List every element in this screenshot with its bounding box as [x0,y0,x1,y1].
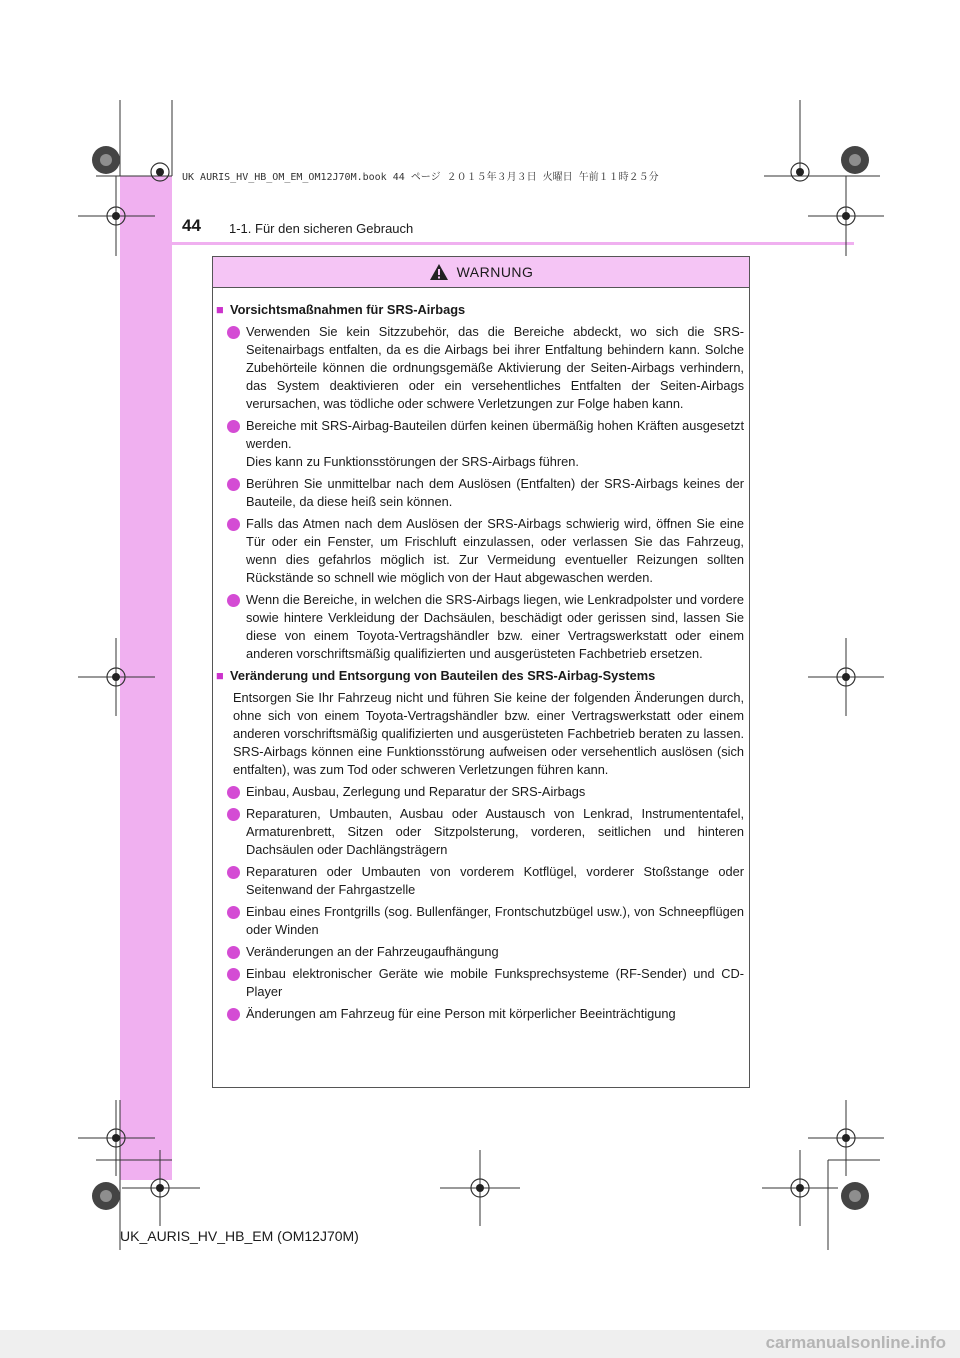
section-heading: ■ Veränderung und Entsorgung von Bauteilen des SRS-Airbag-Systems [216,668,656,683]
bullet-icon [227,808,240,821]
list-item: Reparaturen, Umbauten, Ausbau oder Austausch von Lenkrad, Instrumententafel, Armaturenbrett, Sitzen oder Sitzpolsterung, vorderen, seitlichen und hinteren Dachsäulen oder Dachlängsträgern [216,805,744,859]
bullet-icon [227,518,240,531]
list-item: Reparaturen oder Umbauten von vorderem Kotflügel, vorderer Stoßstange oder Seitenwand der Fahrgastzelle [216,863,744,899]
square-bullet-icon: ■ [216,302,224,317]
bullet-icon [227,906,240,919]
bullet-icon [227,326,240,339]
list-item: Änderungen am Fahrzeug für eine Person mit körperlicher Beeinträchtigung [216,1005,744,1023]
file-stamp: UK AURIS_HV_HB_OM_EM_OM12J70M.book 44 ページ ２０１５年３月３日 火曜日 午前１１時２５分 [182,172,659,183]
warning-header [213,257,749,288]
bullet-icon [227,968,240,981]
section-title: 1-1. Für den sicheren Gebrauch [229,221,414,236]
bullet-icon [227,478,240,491]
bullet-icon [227,866,240,879]
bullet-icon [227,786,240,799]
watermark-text: carmanualsonline.info [765,1333,946,1352]
header-rule [120,242,854,245]
bullet-icon [227,1008,240,1021]
bullet-icon [227,594,240,607]
watermark-bar [0,1330,960,1358]
section-heading: ■ Vorsichtsmaßnahmen für SRS-Airbags [216,302,466,317]
list-item: Bereiche mit SRS-Airbag-Bauteilen dürfen keinen übermäßig hohen Kräften ausgesetzt werden. Dies kann zu Funktionsstörungen der SRS-Airbags führen. [216,417,744,471]
list-item: Berühren Sie unmittelbar nach dem Auslösen (Entfalten) der SRS-Airbags keines der Bauteile, da diese heiß sein können. [216,475,744,511]
square-bullet-icon: ■ [216,668,224,683]
list-item: Veränderungen an der Fahrzeugaufhängung [216,943,744,961]
document-code: UK_AURIS_HV_HB_EM (OM12J70M) [120,1228,359,1244]
list-item: Einbau eines Frontgrills (sog. Bullenfänger, Frontschutzbügel usw.), von Schneepflügen oder Winden [216,903,744,939]
warning-triangle-icon [429,263,449,281]
list-item: Einbau, Ausbau, Zerlegung und Reparatur der SRS-Airbags [216,783,744,801]
list-item: Falls das Atmen nach dem Auslösen der SRS-Airbags schwierig wird, öffnen Sie eine Tür oder ein Fenster, um Frischluft einzulassen, oder verlassen Sie das Fahrzeug, wenn dies gefahrlos möglich ist. Zur Vermeidung eventueller Reizungen sollten Rückstände so schnell wie möglich von der Haut abgewaschen werden. [216,515,744,587]
list-item: Einbau elektronischer Geräte wie mobile Funksprechsysteme (RF-Sender) und CD-Player [216,965,744,1001]
bullet-icon [227,946,240,959]
chapter-side-tab [120,176,172,1180]
warning-title: WARNUNG [456,264,534,280]
list-item: Wenn die Bereiche, in welchen die SRS-Airbags liegen, wie Lenkradpolster und vordere sowie hintere Verkleidung der Dachsäulen, beschädigt oder gerissen sind, lassen Sie diese von einem Toyota-Vertragshändler bzw. einer Vertragswerkstatt oder einem anderen vorschriftsmäßig qualifizierten und ausgerüsteten Fachbetrieb ersetzen. [216,591,744,663]
bullet-icon [227,420,240,433]
list-item: Verwenden Sie kein Sitzzubehör, das die Bereiche abdeckt, wo sich die SRS-Seitenairbags entfalten, da es die Airbags bei ihrer Entfaltung behindern kann. Solche Zubehörteile können die ordnungsgemäße Aktivierung der Seiten-Airbags verhindern, das System deaktivieren oder ein versehentliches Entfalten der Seiten-Airbags verursachen, was tödliche oder schwere Verletzungen zur Folge haben kann. [216,323,744,413]
section-intro: Entsorgen Sie Ihr Fahrzeug nicht und führen Sie keine der folgenden Änderungen durch, ohne sich von einem Toyota-Vertragshändler bzw. einer Vertragswerkstatt oder einem anderen vorschriftsmäßig qualifizierten und ausgerüsteten Fachbetrieb beraten zu lassen. SRS-Airbags können eine Funktionsstörung aufweisen oder versehentlich auslösen (sich entfalten), was zum Tod oder schweren Verletzungen führen kann. [233,690,744,777]
page-number: 44 [182,216,201,235]
warning-box [212,256,750,1088]
